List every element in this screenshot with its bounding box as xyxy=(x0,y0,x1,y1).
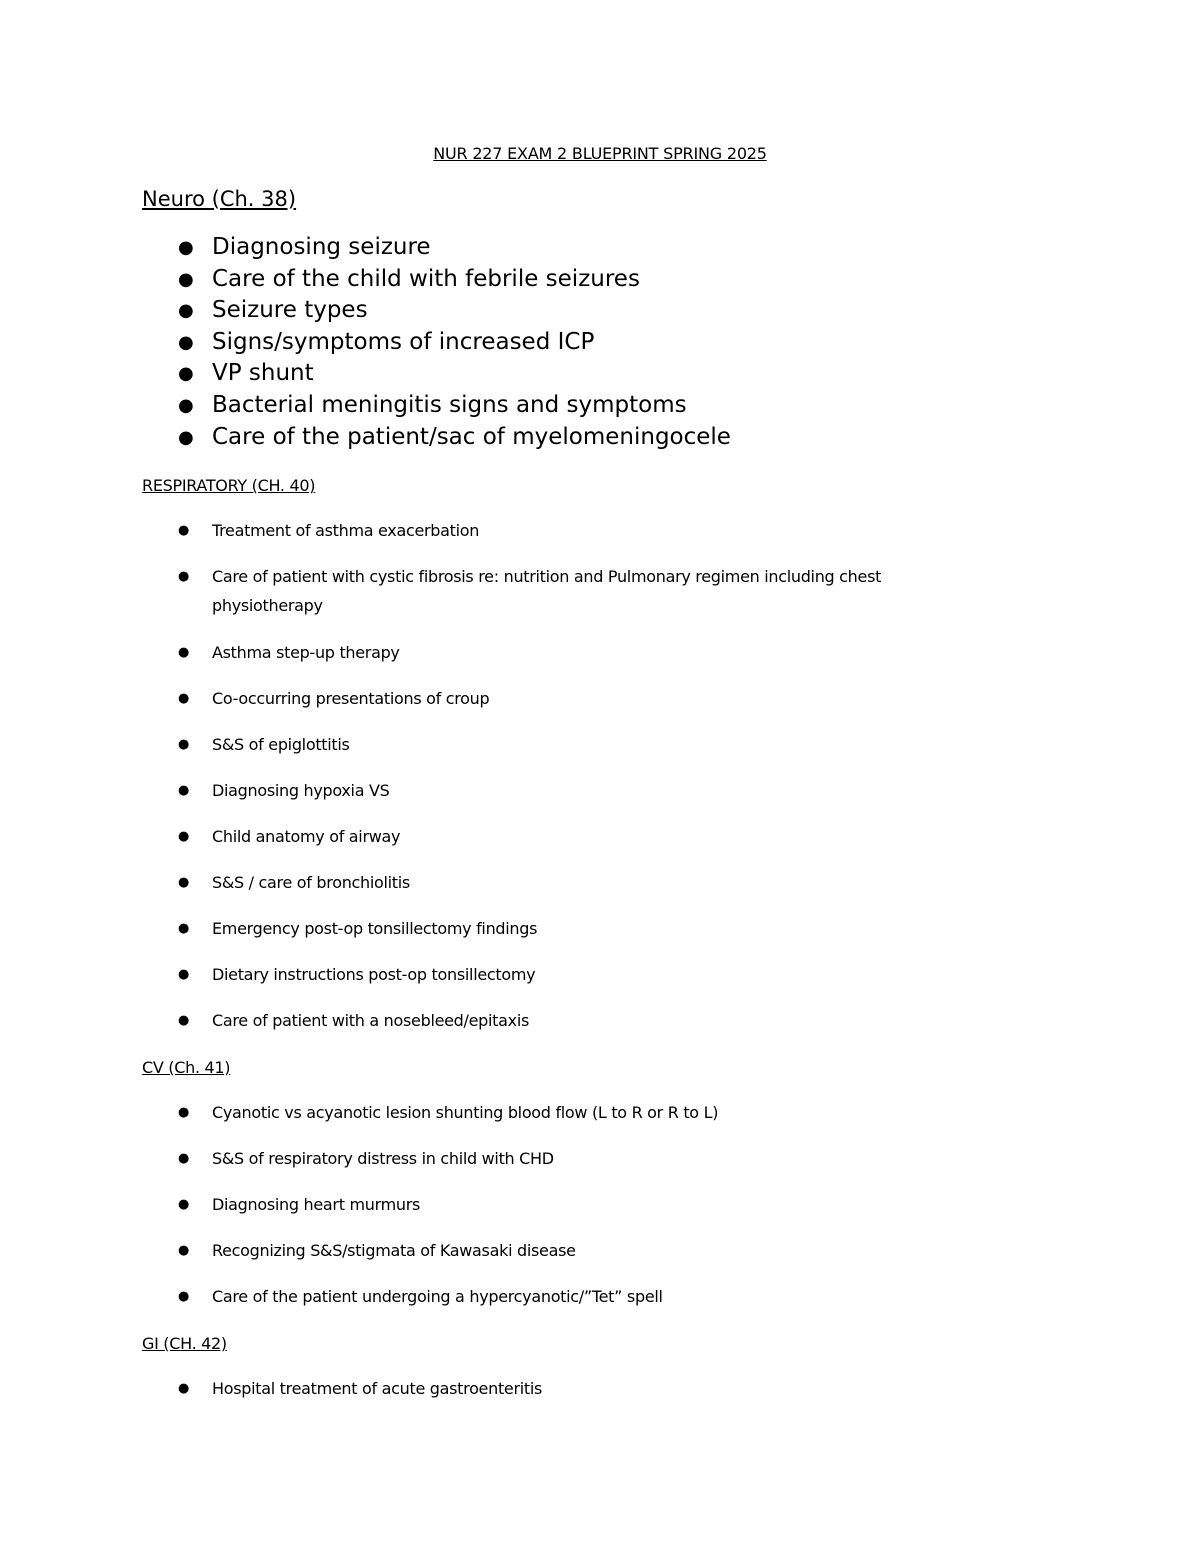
list-item: ● Care of the child with febrile seizures xyxy=(0,264,731,296)
list-item: ● S&S / care of bronchiolitis xyxy=(0,868,972,914)
bullet-icon: ● xyxy=(178,829,190,844)
bullet-icon: ● xyxy=(178,268,194,290)
list-item: ● Bacterial meningitis signs and symptoms xyxy=(0,390,731,422)
list-item: ● Diagnosing seizure xyxy=(0,232,731,264)
list-item: ● Care of patient with a nosebleed/epitaxis xyxy=(0,1006,972,1052)
bullet-icon: ● xyxy=(178,237,194,258)
document-title: NUR 227 EXAM 2 BLUEPRINT SPRING 2025 xyxy=(433,144,767,163)
bullet-icon: ● xyxy=(178,737,190,752)
cv-list xyxy=(0,1098,718,1328)
list-item: ● Care of patient with cystic fibrosis re: nutrition and Pulmonary regimen including chest physiotherapy xyxy=(0,562,972,638)
bullet-icon: ● xyxy=(178,569,190,584)
bullet-icon: ● xyxy=(178,1105,190,1120)
list-item: ● Care of the patient/sac of myelomeningocele xyxy=(0,422,731,454)
bullet-icon: ● xyxy=(178,691,190,706)
list-item: ● Recognizing S&S/stigmata of Kawasaki disease xyxy=(0,1236,718,1282)
bullet-icon: ● xyxy=(178,783,190,798)
bullet-icon: ● xyxy=(178,1151,190,1166)
list-item: ● VP shunt xyxy=(0,358,731,390)
list-item: ● Cyanotic vs acyanotic lesion shunting blood flow (L to R or R to L) xyxy=(0,1098,718,1144)
bullet-icon: ● xyxy=(178,1197,190,1212)
list-item: ● Diagnosing hypoxia VS xyxy=(0,776,972,822)
list-item: ● Diagnosing heart murmurs xyxy=(0,1190,718,1236)
bullet-icon: ● xyxy=(178,523,190,538)
list-item: ● Treatment of asthma exacerbation xyxy=(0,516,972,562)
bullet-icon: ● xyxy=(178,967,190,982)
list-item: ● Hospital treatment of acute gastroenteritis xyxy=(0,1374,542,1420)
list-item: ● Care of the patient undergoing a hypercyanotic/”Tet” spell xyxy=(0,1282,718,1328)
section-heading-neuro: Neuro (Ch. 38) xyxy=(142,187,297,211)
bullet-icon: ● xyxy=(178,1013,190,1028)
section-heading-respiratory: RESPIRATORY (CH. 40) xyxy=(142,476,316,495)
bullet-icon: ● xyxy=(178,645,190,660)
bullet-icon: ● xyxy=(178,300,194,322)
bullet-icon: ● xyxy=(178,394,194,416)
list-item: ● S&S of epiglottitis xyxy=(0,730,972,776)
list-item: ● Child anatomy of airway xyxy=(0,822,972,868)
list-item: ● Signs/symptoms of increased ICP xyxy=(0,327,731,359)
list-item: ● Emergency post-op tonsillectomy findings xyxy=(0,914,972,960)
list-item: ● Asthma step-up therapy xyxy=(0,638,972,684)
list-item: ● S&S of respiratory distress in child with CHD xyxy=(0,1144,718,1190)
gi-list xyxy=(0,1374,542,1420)
bullet-icon: ● xyxy=(178,1381,190,1396)
list-item: ● Co-occurring presentations of croup xyxy=(0,684,972,730)
bullet-icon: ● xyxy=(178,426,194,448)
respiratory-list xyxy=(0,516,972,1052)
section-heading-cv: CV (Ch. 41) xyxy=(142,1058,231,1077)
list-item: ● Dietary instructions post-op tonsillectomy xyxy=(0,960,972,1006)
neuro-list xyxy=(0,232,731,453)
list-item: ● Seizure types xyxy=(0,295,731,327)
bullet-icon: ● xyxy=(178,1289,190,1304)
bullet-icon: ● xyxy=(178,363,194,385)
bullet-icon: ● xyxy=(178,1243,190,1258)
bullet-icon: ● xyxy=(178,875,190,890)
bullet-icon: ● xyxy=(178,921,190,936)
section-heading-gi: GI (CH. 42) xyxy=(142,1334,227,1353)
bullet-icon: ● xyxy=(178,331,194,353)
